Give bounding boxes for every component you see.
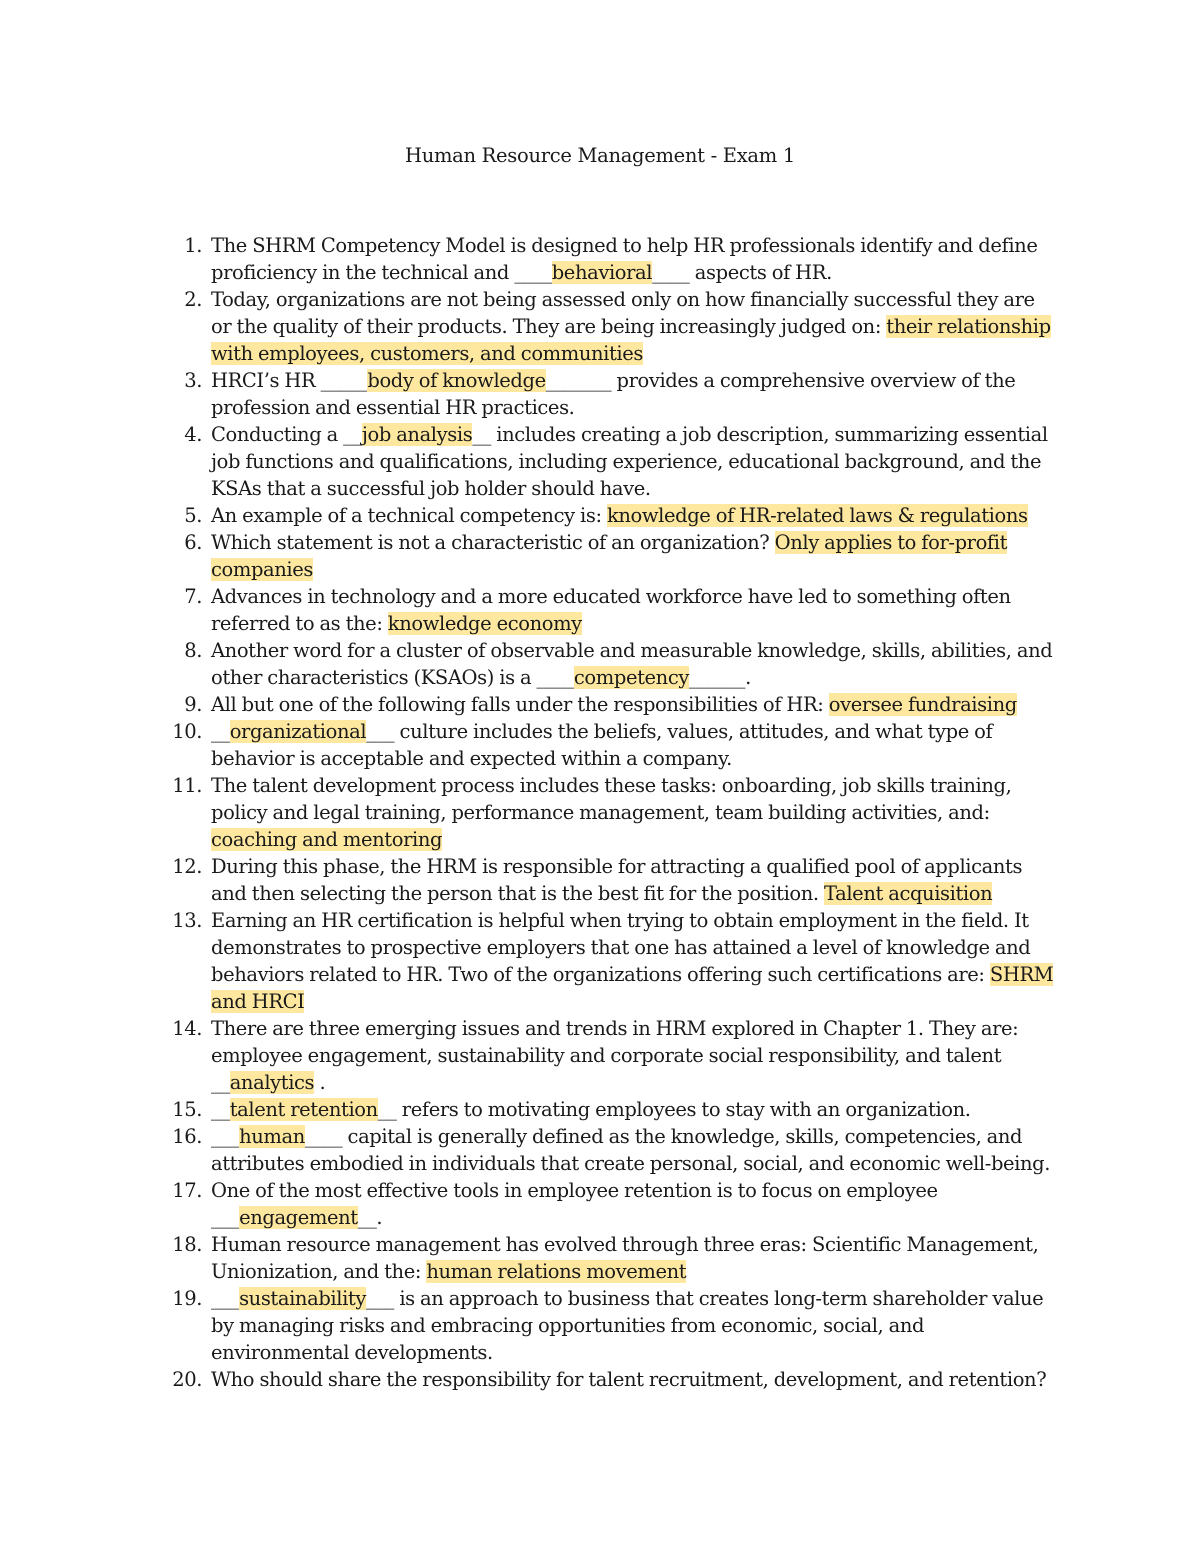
question-item (172, 367, 1058, 421)
highlighted-answer: coaching and mentoring (211, 828, 443, 851)
highlighted-answer: talent retention (229, 1098, 378, 1121)
highlighted-answer: their relationship with employees, customers, and communities (211, 315, 1051, 365)
question-text: All but one of the following falls under the responsibilities of HR: (211, 693, 829, 716)
highlighted-answer: engagement (239, 1206, 358, 1229)
question-item (172, 772, 1058, 853)
question-number: 4. (184, 423, 202, 446)
question-text: __ includes creating a job description, summarizing essential job functions and qualifications, including experience, educational background, and the KSAs that a successful job holder should have. (211, 423, 1048, 500)
question-item (172, 583, 1058, 637)
question-text: The talent development process includes these tasks: onboarding, job skills training, policy and legal training, performance management, team building activities, and: (211, 774, 1012, 824)
question-item (172, 1123, 1058, 1177)
question-text: One of the most effective tools in employee retention is to focus on employee ___ (211, 1179, 938, 1229)
question-number: 3. (184, 369, 202, 392)
question-item (172, 529, 1058, 583)
question-text: __ (211, 720, 230, 743)
question-item (172, 1366, 1058, 1393)
question-text: Earning an HR certification is helpful when trying to obtain employment in the field. It demonstrates to prospective employers that one has attained a level of knowledge and behaviors related to HR. Two of the organizations offering such certifications are: (211, 909, 1031, 986)
question-item (172, 1015, 1058, 1096)
highlighted-answer: human relations movement (426, 1260, 687, 1283)
highlighted-answer: oversee fundraising (828, 693, 1017, 716)
question-number: 9. (184, 693, 202, 716)
question-number: 18. (172, 1233, 202, 1256)
question-item (172, 1177, 1058, 1231)
question-number: 8. (184, 639, 202, 662)
question-text: During this phase, the HRM is responsible for attracting a qualified pool of applicants and then selecting the person that is the best fit for the position. (211, 855, 1023, 905)
question-text: Human resource management has evolved through three eras: Scientific Management, Unionization, and the: (211, 1233, 1039, 1283)
question-text: ____ capital is generally defined as the knowledge, skills, competencies, and attributes embodied in individuals that create personal, social, and economic well-being. (211, 1125, 1051, 1175)
question-number: 12. (172, 855, 202, 878)
question-text: The SHRM Competency Model is designed to help HR professionals identify and define proficiency in the technical and ____ (211, 234, 1038, 284)
highlighted-answer: human (239, 1125, 305, 1148)
question-number: 1. (184, 234, 202, 257)
highlighted-answer: job analysis (361, 423, 473, 446)
question-text: There are three emerging issues and trends in HRM explored in Chapter 1. They are: employee engagement, sustainability and corporate social responsibility, and talent __ (211, 1017, 1019, 1094)
question-item (172, 232, 1058, 286)
question-text: ___ culture includes the beliefs, values, attitudes, and what type of behavior is acceptable and expected within a company. (211, 720, 993, 770)
question-text: Which statement is not a characteristic of an organization? (211, 531, 775, 554)
question-item (172, 502, 1058, 529)
question-text: Another word for a cluster of observable and measurable knowledge, skills, abilities, and other characteristics (KSAOs) is a ____ (211, 639, 1053, 689)
question-number: 2. (184, 288, 202, 311)
highlighted-answer: organizational (229, 720, 367, 743)
question-text: Advances in technology and a more educated workforce have led to something often referred to as the: (211, 585, 1011, 635)
question-item (172, 1285, 1058, 1366)
question-number: 5. (184, 504, 202, 527)
highlighted-answer: Talent acquisition (824, 882, 993, 905)
question-item (172, 1096, 1058, 1123)
question-text: ______. (688, 666, 751, 689)
highlighted-answer: analytics (229, 1071, 315, 1094)
question-text: ___ (211, 1125, 240, 1148)
question-number: 11. (172, 774, 202, 797)
question-number: 20. (172, 1368, 202, 1391)
question-item (172, 907, 1058, 1015)
question-text: ____ aspects of HR. (652, 261, 832, 284)
highlighted-answer: knowledge of HR-related laws & regulations (606, 504, 1028, 527)
question-text: __ (211, 1098, 230, 1121)
question-number: 14. (172, 1017, 202, 1040)
question-number: 15. (172, 1098, 202, 1121)
highlighted-answer: Only applies to for-profit companies (211, 531, 1008, 581)
question-number: 17. (172, 1179, 202, 1202)
document-title: Human Resource Management - Exam 1 (405, 144, 795, 167)
question-text: Conducting a __ (211, 423, 362, 446)
highlighted-answer: behavioral (551, 261, 653, 284)
question-item (172, 286, 1058, 367)
question-text: Today, organizations are not being assessed only on how financially successful they are or the quality of their products. They are being increasingly judged on: (211, 288, 1035, 338)
question-number: 16. (172, 1125, 202, 1148)
question-text: ___ (211, 1287, 240, 1310)
question-number: 6. (184, 531, 202, 554)
question-text: HRCI’s HR _____ (211, 369, 368, 392)
question-item (172, 718, 1058, 772)
question-text: . (314, 1071, 326, 1094)
question-item (172, 853, 1058, 907)
question-number: 13. (172, 909, 202, 932)
question-item (172, 1231, 1058, 1285)
question-number: 19. (172, 1287, 202, 1310)
question-item (172, 637, 1058, 691)
question-text: __. (357, 1206, 383, 1229)
question-list (172, 232, 1058, 1393)
question-text: ___ is an approach to business that creates long-term shareholder value by managing risks and embracing opportunities from economic, social, and environmental developments. (211, 1287, 1044, 1364)
question-item (172, 421, 1058, 502)
question-text: __ refers to motivating employees to stay with an organization. (377, 1098, 971, 1121)
highlighted-answer: knowledge economy (387, 612, 582, 635)
question-text: An example of a technical competency is: (211, 504, 607, 527)
highlighted-answer: competency (573, 666, 689, 689)
question-number: 10. (172, 720, 202, 743)
question-text: _______ provides a comprehensive overview of the profession and essential HR practices. (211, 369, 1016, 419)
question-text: Who should share the responsibility for talent recruitment, development, and retention? (211, 1368, 1047, 1391)
question-number: 7. (184, 585, 202, 608)
question-item (172, 691, 1058, 718)
highlighted-answer: SHRM and HRCI (211, 963, 1054, 1013)
highlighted-answer: body of knowledge (367, 369, 546, 392)
highlighted-answer: sustainability (239, 1287, 366, 1310)
